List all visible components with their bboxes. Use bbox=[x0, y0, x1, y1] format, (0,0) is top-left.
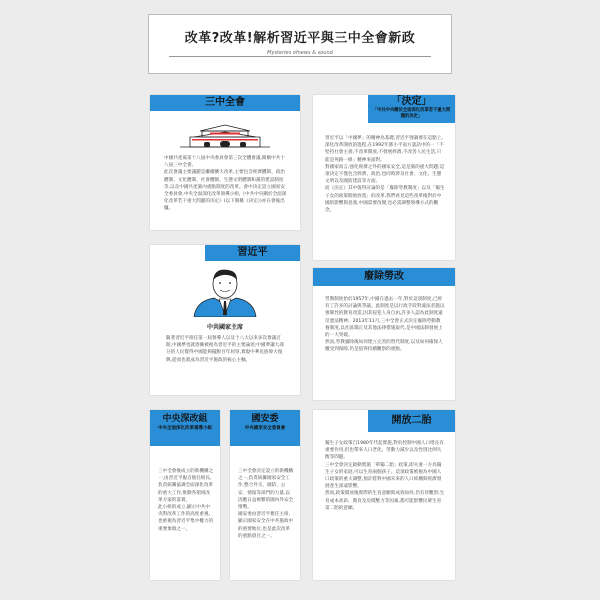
card-jueding bbox=[313, 95, 455, 260]
card-jueding-band bbox=[368, 95, 455, 123]
header-title-box bbox=[148, 14, 452, 74]
card-xijinping-band bbox=[205, 245, 300, 261]
card-jueding-title: 「決定」 bbox=[391, 96, 432, 107]
title-divider bbox=[169, 56, 431, 57]
card-jueding-subtitle: 「中共中央關於全面深化改革若干重大問題的決定」 bbox=[372, 108, 451, 119]
xi-portrait-icon bbox=[190, 267, 260, 317]
card-shengai bbox=[150, 410, 220, 580]
card-shengai-body: 三中全會後成立的新機構之一,由習近平親自擔任組長,負責統籌協調全面深化改革的重大工作,推動各領域改革方案的落實。 此小組的成立,顯示中共中央對改革工作的高度重視,也被視為習近平集中權力的重要象徵之一。 bbox=[158, 469, 214, 532]
card-laojiao-band bbox=[313, 268, 455, 286]
card-sanzhong-body: 中國共產黨第十八屆中央委員會第三次全體會議,簡稱中共十八屆三中全會。 此次會議主要議題是繼續擴大改革,主要包含經濟體制、政治體制、文化體制、社會體制、生態文明體制和黨的建設制度等,以及中國共產黨內重點制度的改革。會中決定設立國家安全委員會,中央全面深化改革領導小組,《中共中央關於全面深化改革若干重大問題的決定》(以下簡稱《決定》)亦在會後出爐。 bbox=[164, 156, 287, 212]
card-erhai-band bbox=[368, 410, 455, 432]
page-subtitle: Mysteries ofnews & sound bbox=[261, 50, 339, 56]
card-xijinping bbox=[150, 245, 300, 395]
card-shengai-subtitle: 中央全面深化改革領導小組 bbox=[158, 426, 212, 431]
card-erhai bbox=[313, 410, 455, 580]
card-laojiao-body: 勞教制度始於1957年,中國在過去一年,對於這項制度,已經有了許多的討論與爭議。此制度是以行政手段對違法者施以強制性的教育改造,因其侵犯人身自由,許多人認為此制度違反憲法精神。2013年11月,三中全會正式決定廢除勞動教養制度,以社區矯正及其他法律措施取代,是中國法制發展上的一大突破。 然而,勞教廢除後如何建立完善的替代制度,以及如何確保人權受到保障,仍是值得持續觀察的重點。 bbox=[325, 297, 445, 353]
card-shengai-title: 中央深改組 bbox=[162, 414, 208, 424]
card-xijinping-title: 習近平 bbox=[237, 247, 268, 258]
card-xijinping-caption: 中共國家主席 bbox=[206, 324, 243, 331]
card-guoanwei-band bbox=[230, 410, 300, 446]
card-xijinping-body: 隨著習近平接任第一屆領導人以及十八大以來多次會議召開,中國夢也就逐漸被視為習近平的主要論述;中國夢讓大部分的人民覺得中國能夠擺脫百年屈辱,實現中華民族偉大復興,從而也就成為習近平施政的核心主軸。 bbox=[166, 336, 284, 363]
card-sanzhong bbox=[150, 95, 300, 230]
page-title: 改革?改革!解析習近平與三中全會新政 bbox=[184, 31, 416, 46]
card-guoanwei-title: 國安委 bbox=[251, 414, 279, 424]
tiananmen-illustration-icon bbox=[180, 123, 270, 149]
card-laojiao bbox=[313, 268, 455, 400]
card-guoanwei-subtitle: 中央國家安全委員會 bbox=[244, 426, 286, 431]
card-sanzhong-title: 三中全會 bbox=[205, 97, 245, 108]
card-sanzhong-band bbox=[150, 95, 300, 111]
card-laojiao-title: 廢除勞改 bbox=[364, 271, 404, 282]
card-jueding-body: 習近平以「中國夢」的精神為基礎,習近平強調要在這點上,深化改革開放的進程,在1992年鄧小平南方談話中的一「不堅持社會主義,不改革開放,不發展經濟,不改善人民生活,只能是死路一條」精神來面對。 對國家而言,強化經濟之外的國家安全,這是黨的重大問題;這項決定不僅包含經濟、政治,也同時涉及社會、文化、生態文明以及國防建設等方面。 而《決定》其中值得討論的是「廢除勞教制度」以及「獨生子女的政策開始放寬」的改革,我們看見這些改革後對於中國的影響與意義,中國需要改變,也必需調整領導方式的觀念。 bbox=[325, 136, 445, 214]
card-guoanwei bbox=[230, 410, 300, 580]
card-erhai-body: 獨生子女政策自1980年代起實施,對於控制中國人口增長有重要作用,但也帶來人口老化、勞動力減少以及性別比例失衡等問題。 三中全會決定啟動實施「單獨二胎」政策,即夫妻一方為獨生子女的家庭,可以生育兩個孩子。這項政策被視為中國人口政策的重大調整,預計將對中國未來的人口結構與經濟發展產生深遠影響。 然而,政策開放後實際的生育意願與成效如何,仍有待觀察;生育成本高昂、教育及房價壓力等因素,都可能影響民眾生育第二胎的意願。 bbox=[325, 441, 445, 511]
card-guoanwei-body: 三中全會決定設立的新機構之一,負責統籌國家安全工作,整合外交、國防、公安、情報等部門的力量,以因應日益複雜的國內外安全情勢。 國安委由習近平擔任主席,顯示國家安全在中共施政中的重要地位,也是此次改革的重點項目之一。 bbox=[238, 469, 294, 539]
card-erhai-title: 開放二胎 bbox=[391, 415, 432, 426]
card-shengai-band bbox=[150, 410, 220, 446]
